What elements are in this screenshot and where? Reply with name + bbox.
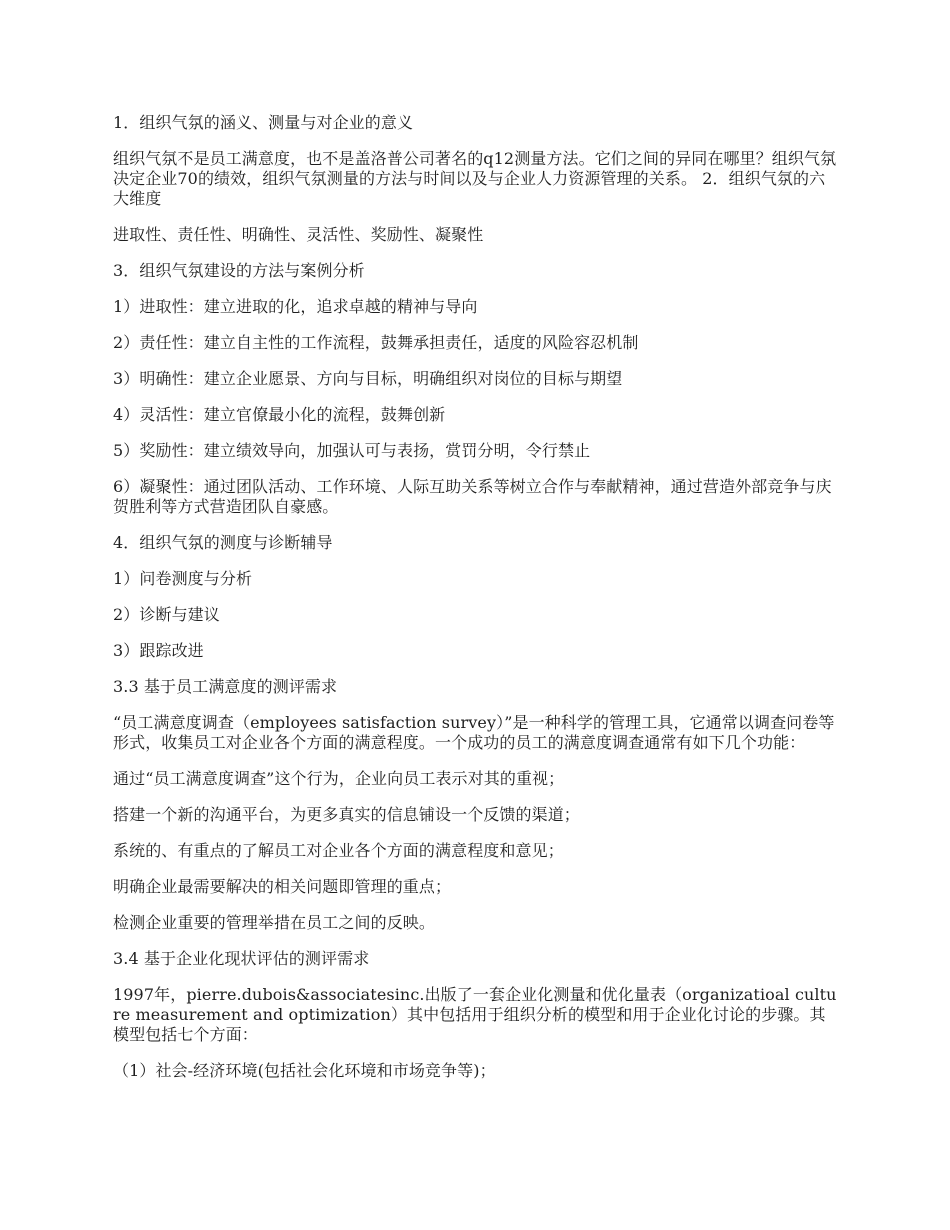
paragraph-function-5: 检测企业重要的管理举措在员工之间的反映。: [113, 913, 436, 932]
paragraph-org-climate-intro: 组织气氛不是员工满意度，也不是盖洛普公司著名的q12测量方法。它们之间的异同在哪里？组织气氛决定企业70的绩效，组织气氛测量的方法与时间以及与企业人力资源管理的关系。 2．组织气氛的六大维度: [113, 149, 837, 208]
paragraph-culture-model: 1997年，pierre.dubois&associatesinc.出版了一套企业化测量和优化量表（organizatioal culture measurement and optimization）其中包括用于组织分析的模型和用于企业化讨论的步骤。其模型包括七个方面：: [113, 985, 837, 1044]
list-item-diagnosis: 2）诊断与建议: [113, 605, 220, 624]
paragraph-function-3: 系统的、有重点的了解员工对企业各个方面的满意程度和意见；: [113, 841, 564, 860]
list-item-socio-economic: （1）社会-经济环境(包括社会化环境和市场竞争等)；: [113, 1061, 496, 1080]
paragraph-function-1: 通过“员工满意度调查”这个行为，企业向员工表示对其的重视；: [113, 769, 565, 788]
paragraph-function-4: 明确企业最需要解决的相关问题即管理的重点；: [113, 877, 452, 896]
heading-org-climate: 1．组织气氛的涵义、测量与对企业的意义: [113, 113, 414, 132]
list-item-initiative: 1）进取性：建立进取的化，追求卓越的精神与导向: [113, 297, 478, 316]
paragraph-function-2: 搭建一个新的沟通平台，为更多真实的信息铺设一个反馈的渠道；: [113, 805, 580, 824]
list-item-clarity: 3）明确性：建立企业愿景、方向与目标，明确组织对岗位的目标与期望: [113, 369, 623, 388]
list-item-cohesion: 6）凝聚性：通过团队活动、工作环境、人际互助关系等树立合作与奉献精神，通过营造外部竞争与庆贺胜利等方式营造团队自豪感。: [113, 477, 832, 516]
list-item-flexibility: 4）灵活性：建立官僚最小化的流程，鼓舞创新: [113, 405, 446, 424]
paragraph-satisfaction-survey: “员工满意度调查（employees satisfaction survey）”是一种科学的管理工具，它通常以调查问卷等形式，收集员工对企业各个方面的满意程度。一个成功的员工的满意度调查通常有如下几个功能：: [113, 713, 835, 752]
heading-climate-methods: 3．组织气氛建设的方法与案例分析: [113, 261, 365, 280]
list-item-questionnaire: 1）问卷测度与分析: [113, 569, 253, 588]
document-body: [113, 113, 838, 1097]
paragraph-six-dimensions: 进取性、责任性、明确性、灵活性、奖励性、凝聚性: [113, 225, 484, 244]
list-item-reward: 5）奖励性：建立绩效导向，加强认可与表扬，赏罚分明，令行禁止: [113, 441, 591, 460]
heading-climate-diagnosis: 4．组织气氛的测度与诊断辅导: [113, 533, 333, 552]
list-item-responsibility: 2）责任性：建立自主性的工作流程，鼓舞承担责任，适度的风险容忍机制: [113, 333, 639, 352]
heading-culture-assessment: 3.4 基于企业化现状评估的测评需求: [113, 949, 370, 968]
heading-satisfaction-needs: 3.3 基于员工满意度的测评需求: [113, 677, 338, 696]
list-item-tracking: 3）跟踪改进: [113, 641, 204, 660]
